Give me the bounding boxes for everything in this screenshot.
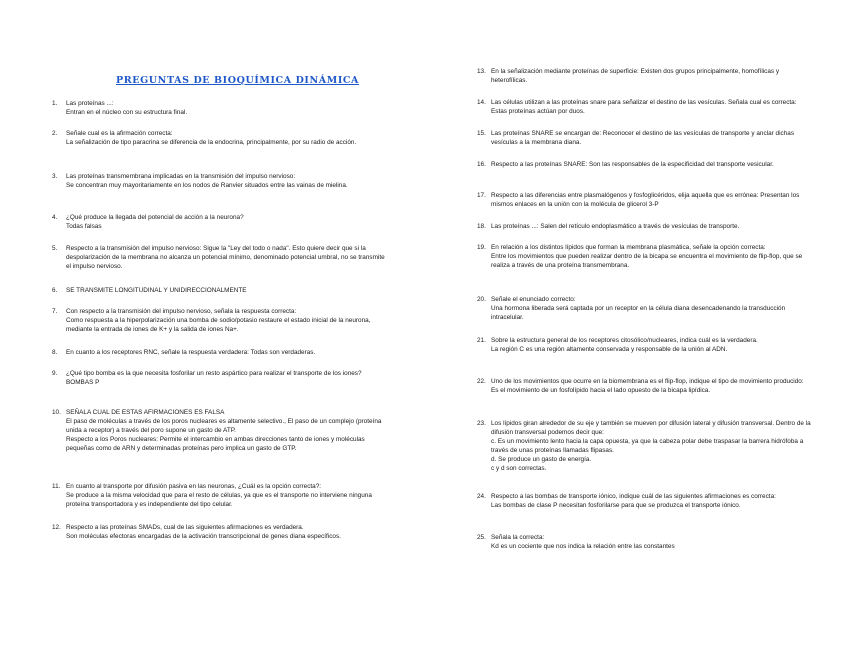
answer-text: Se concentran muy mayoritariamente en los nodos de Ranvier situados entre las vainas de mielina. xyxy=(66,182,348,189)
question-number: 12. xyxy=(52,524,61,531)
question-16 xyxy=(477,160,812,169)
answer-text: Son moléculas efectoras encargadas de la activación transcripcional de genes diana específicos. xyxy=(66,533,341,540)
question-number: 21. xyxy=(477,337,486,344)
question-text: Respecto a las proteínas SMADs, cual de las siguientes afirmaciones es verdadera. xyxy=(66,524,304,531)
question-text: Respecto a las diferencias entre plasmalógenos y fosfoglicéridos, elija aquella que es errónea: Presentan los mismos enlaces en la unión con la molécula de glicerol 3-P xyxy=(491,192,800,208)
question-number: 9. xyxy=(52,370,58,377)
question-13 xyxy=(477,67,812,85)
question-text: Respecto a la transmisión del impulso nervioso: Sigue la "Ley del todo o nada". Esto quiere decir que si la despolarización de la membrana no alcanza un potencial mínimo, denominado potencial umbral, no se transmite el impulso nervioso. xyxy=(66,245,385,270)
question-number: 1. xyxy=(52,100,58,107)
question-text: Las proteínas ...: xyxy=(66,100,114,107)
question-text: En la señalización mediante proteínas de superficie: Existen dos grupos principalmente, homofílicas y heterofílicas. xyxy=(491,68,780,84)
question-text: Señale el enunciado correcto: xyxy=(491,296,576,303)
question-18 xyxy=(477,222,812,231)
question-number: 19. xyxy=(477,244,486,251)
question-1 xyxy=(52,99,387,117)
question-15 xyxy=(477,129,812,147)
question-text: Señala la correcta: xyxy=(491,534,545,541)
question-12 xyxy=(52,523,387,541)
answer-text: c. Es un movimiento lento hacia la capa opuesta, ya que la cabeza polar debe traspasar la barrera hidrófoba a través de unas proteínas llamadas flipasas. d. Se produce un gasto de energía. c y d son correctas. xyxy=(491,438,804,472)
question-text: Las proteínas ...: Salen del retículo endoplasmático a través de vesículas de transporte. xyxy=(491,223,740,230)
question-number: 24. xyxy=(477,493,486,500)
answer-text: Una hormona liberada será captada por un receptor en la célula diana desencadenando la transducción intracelular. xyxy=(491,305,786,321)
question-text: Respecto a las proteínas SNARE: Son las responsables de la especificidad del transporte vesicular. xyxy=(491,161,774,168)
answer-text: Se produce a la misma velocidad que para el resto de células, ya que es el transporte no interviene ninguna proteína transportadora y es independiente del tipo celular. xyxy=(66,492,372,508)
question-number: 18. xyxy=(477,223,486,230)
question-text: Con respecto a la transmisión del impulso nervioso, señala la respuesta correcta: xyxy=(66,308,297,315)
question-4 xyxy=(52,213,387,231)
question-9 xyxy=(52,369,387,387)
question-5 xyxy=(52,244,387,271)
question-text: Señale cual es la afirmación correcta: xyxy=(66,130,173,137)
question-number: 10. xyxy=(52,409,61,416)
question-number: 6. xyxy=(52,287,58,294)
answer-text: Entran en el núcleo con su estructura final. xyxy=(66,109,188,116)
question-23 xyxy=(477,419,812,473)
question-number: 13. xyxy=(477,68,486,75)
question-number: 25. xyxy=(477,534,486,541)
question-number: 5. xyxy=(52,245,58,252)
question-10 xyxy=(52,408,387,453)
answer-text: Todas falsas xyxy=(66,223,102,230)
question-14 xyxy=(477,98,812,116)
question-2 xyxy=(52,129,387,147)
document-title: PREGUNTAS DE BIOQUÍMICA DINÁMICA xyxy=(116,75,360,86)
question-text: En relación a los distintos lípidos que forman la membrana plasmática, señale la opción correcta: xyxy=(491,244,766,251)
question-21 xyxy=(477,336,812,354)
answer-text: BOMBAS P xyxy=(66,379,100,386)
question-8 xyxy=(52,348,387,357)
answer-text: Es el movimiento de un fosfolípido hacia el lado opuesto de la bicapa lipídica. xyxy=(491,387,711,394)
question-number: 23. xyxy=(477,420,486,427)
question-7 xyxy=(52,307,387,334)
question-number: 22. xyxy=(477,378,486,385)
question-6 xyxy=(52,286,387,295)
question-text: Las células utilizan a las proteínas snare para señalizar el destino de las vesículas. Señala cual es correcta: Estas proteínas actúan por duos. xyxy=(491,99,797,115)
question-text: ¿Qué produce la llegada del potencial de acción a la neurona? xyxy=(66,214,244,221)
question-number: 7. xyxy=(52,308,58,315)
question-19 xyxy=(477,243,812,270)
question-text: Los lípidos giran alrededor de su eje y también se mueven por difusión lateral y difusión transversal. Dentro de la difusión transversal podemos decir que: xyxy=(491,420,811,436)
question-text: En cuanto a los receptores RNC, señale la respuesta verdadera: Todas son verdaderas. xyxy=(66,349,316,356)
question-25 xyxy=(477,533,812,551)
question-number: 15. xyxy=(477,130,486,137)
question-text: Las proteínas transmembrana implicadas en la transmisión del impulso nervioso: xyxy=(66,173,296,180)
answer-text: Entre los movimientos que pueden realizar dentro de la bicapa se encuentra el movimiento de flip-flop, que se realiza a través de una proteína transmembrana. xyxy=(491,253,803,269)
question-number: 3. xyxy=(52,173,58,180)
question-text: Sobre la estructura general de los receptores citosólico/nucleares, indica cuál es la verdadera. xyxy=(491,337,758,344)
question-number: 20. xyxy=(477,296,486,303)
question-text: SEÑALA CUAL DE ESTAS AFIRMACIONES ES FALSA xyxy=(66,409,225,416)
question-text: Uno de los movimientos que ocurre en la biomembrana es el flip-flop, indique el tipo de movimiento producido: xyxy=(491,378,804,385)
answer-text: La región C es una región altamente conservada y responsable de la unión al ADN. xyxy=(491,346,728,353)
question-text: En cuanto al transporte por difusión pasiva en las neuronas, ¿Cuál es la opción correcta?: xyxy=(66,483,322,490)
question-number: 16. xyxy=(477,161,486,168)
question-number: 17. xyxy=(477,192,486,199)
question-text: ¿Qué tipo bomba es la que necesita fosforilar un resto aspártico para realizar el transporte de los iones? xyxy=(66,370,362,377)
answer-text: Las bombas de clase P necesitan fosforilarse para que se produzca el transporte iónico. xyxy=(491,502,741,509)
question-number: 14. xyxy=(477,99,486,106)
answer-text: El paso de moléculas a través de los poros nucleares es altamente selectivo., El paso de un complejo (proteína unida a receptor) a través del poro supone un gasto de ATP. Respecto a los Poros nucleares: Permite el intercambio en ambas direcciones tanto de iones y moléculas pequeñas como de ARN y determinadas proteínas pero implica un gasto de GTP. xyxy=(66,418,382,452)
question-17 xyxy=(477,191,812,209)
answer-text: Como respuesta a la hiperpolarización una bomba de sodio/potasio restaure el estado inicial de la neurona, mediante la entrada de iones de K+ y la salida de iones Na+. xyxy=(66,317,371,333)
answer-text: La señalización de tipo paracrina se diferencia de la endocrina, principalmente, por su radio de acción. xyxy=(66,139,357,146)
question-number: 4. xyxy=(52,214,58,221)
question-24 xyxy=(477,492,812,510)
question-20 xyxy=(477,295,812,322)
question-text: Respecto a las bombas de transporte iónico, indique cuál de las siguientes afirmaciones es correcta: xyxy=(491,493,776,500)
question-22 xyxy=(477,377,812,395)
question-text: Las proteínas SNARE se encargan de: Reconocer el destino de las vesículas de transporte y anclar dichas vesículas a la membrana diana. xyxy=(491,130,795,146)
question-3 xyxy=(52,172,387,190)
question-text: SE TRANSMITE LONGITUDINAL Y UNIDIRECCIONALMENTE xyxy=(66,287,247,294)
question-number: 2. xyxy=(52,130,58,137)
question-11 xyxy=(52,482,387,509)
question-number: 11. xyxy=(52,483,61,490)
question-number: 8. xyxy=(52,349,58,356)
answer-text: Kd es un cociente que nos indica la relación entre las constantes xyxy=(491,543,675,550)
